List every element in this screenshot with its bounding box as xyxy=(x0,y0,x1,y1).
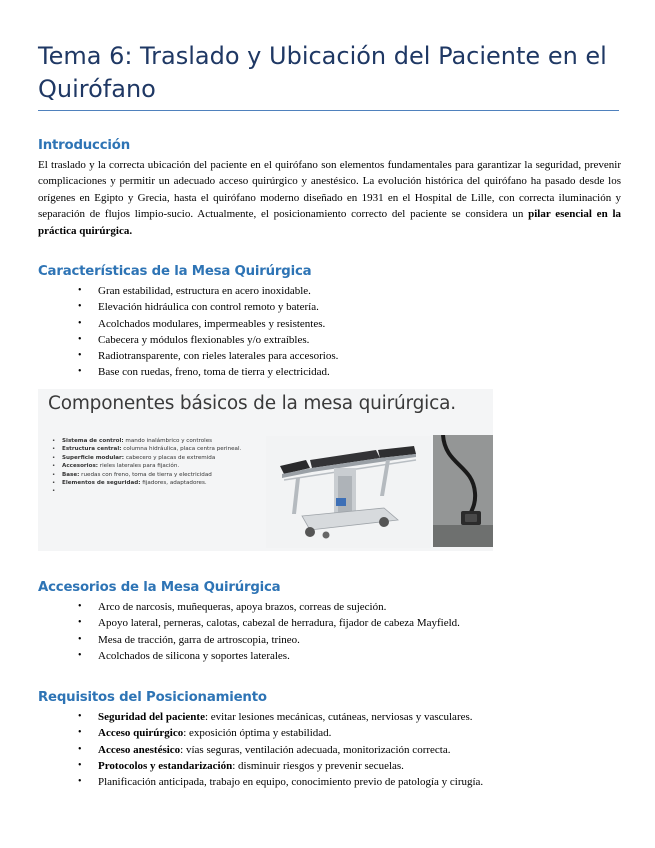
title-divider xyxy=(38,110,619,111)
bullet-icon: • xyxy=(78,727,82,739)
requisitos-list xyxy=(0,709,483,790)
list-item xyxy=(0,742,483,758)
figure-item-label: Sistema de control: xyxy=(62,438,124,444)
figure-list-item xyxy=(52,462,267,470)
list-item xyxy=(0,299,338,315)
list-item xyxy=(0,758,483,774)
intro-text: El traslado y la correcta ubicación del paciente en el quirófano son elementos fundamentales para garantizar la seguridad, prevenir complicaciones y permitir un adecuado acceso quirúrgico y anestésico. La evolución histórica del quirófano ha pasado desde los orígenes en Egipto y Grecia, hasta el quirófano moderno diseñado en 1931 en el Hospital de Lille, con correcta iluminación y separación de flujos limpio-sucio. Actualmente, el posicionamiento correcto del paciente se considera un xyxy=(38,159,621,221)
bullet-icon: • xyxy=(52,438,56,444)
list-item-label: Acceso quirúrgico xyxy=(98,727,184,740)
figure-item-text: mando inalámbrico y controles xyxy=(123,438,213,444)
figure-item-text: columna hidráulica, placa centra perineal. xyxy=(121,446,242,453)
bullet-icon: • xyxy=(52,480,56,487)
ground-cable-photo xyxy=(433,435,493,547)
list-item xyxy=(0,725,483,741)
bullet-icon: • xyxy=(78,759,82,771)
list-item-label: Acceso anestésico xyxy=(98,743,181,756)
bullet-icon: • xyxy=(52,463,56,470)
accesorios-list xyxy=(0,599,460,664)
list-item xyxy=(0,332,338,348)
list-item-label: Protocolos y estandarización xyxy=(98,759,233,772)
list-item-text: Planificación anticipada, trabajo en equipo, conocimiento previo de patología y cirugía. xyxy=(98,776,484,789)
list-item xyxy=(0,774,483,790)
list-item-text: Gran estabilidad, estructura en acero inoxidable. xyxy=(98,285,311,297)
list-item-text: Acolchados modulares, impermeables y resistentes. xyxy=(98,317,326,330)
components-figure xyxy=(38,389,493,551)
list-item xyxy=(0,316,338,332)
figure-item-label: Elementos de seguridad: xyxy=(62,480,141,487)
figure-item-text: fijadores, adaptadores. xyxy=(140,480,207,487)
list-item xyxy=(0,348,338,364)
figure-title: Componentes básicos de la mesa quirúrgica. xyxy=(48,393,456,414)
figure-item-text: rieles laterales para fijación. xyxy=(98,463,180,470)
list-item-text: Acolchados de silicona y soportes laterales. xyxy=(98,649,290,662)
page-title: Tema 6: Traslado y Ubicación del Paciente en el Quirófano xyxy=(38,42,607,103)
list-item-text: : vías seguras, ventilación adecuada, monitorización correcta. xyxy=(180,743,451,756)
figure-item-label: Superficie modular: xyxy=(62,454,125,461)
figure-item-text: ruedas con freno, toma de tierra y electricidad xyxy=(79,471,212,478)
section-heading-accesorios: Accesorios de la Mesa Quirúrgica xyxy=(38,580,281,595)
list-item-text: : evitar lesiones mecánicas, cutáneas, nerviosas y vasculares. xyxy=(204,711,473,723)
bullet-icon: • xyxy=(52,488,56,495)
figure-item-text: cabecero y placas de extremida xyxy=(124,454,216,461)
list-item xyxy=(0,364,338,380)
list-item-text: Arco de narcosis, muñequeras, apoya brazos, correas de sujeción. xyxy=(98,601,387,613)
bullet-icon: • xyxy=(52,446,56,453)
figure-component-list xyxy=(52,437,267,495)
list-item xyxy=(0,709,483,725)
list-item xyxy=(0,648,460,664)
figure-item-label: Estructura central: xyxy=(62,446,122,453)
bullet-icon: • xyxy=(78,633,82,645)
bullet-icon: • xyxy=(78,617,82,629)
list-item-text: Base con ruedas, freno, toma de tierra y electricidad. xyxy=(98,366,330,379)
bullet-icon: • xyxy=(78,711,82,722)
bullet-icon: • xyxy=(52,471,56,478)
operating-table-illustration xyxy=(266,436,431,548)
figure-list-item xyxy=(52,445,267,453)
caracteristicas-list xyxy=(0,283,338,381)
list-item-text: : exposición óptima y estabilidad. xyxy=(183,727,332,740)
figure-list-item xyxy=(52,471,267,479)
bullet-icon: • xyxy=(78,333,82,345)
figure-list-item xyxy=(52,437,267,445)
bullet-icon: • xyxy=(78,649,82,661)
section-heading-introduccion: Introducción xyxy=(38,138,130,153)
list-item-text: Elevación hidráulica con control remoto y batería. xyxy=(98,301,319,314)
list-item-text: : disminuir riesgos y prevenir secuelas. xyxy=(232,759,404,772)
intro-paragraph xyxy=(38,157,621,239)
bullet-icon: • xyxy=(78,285,82,296)
list-item-text: Radiotransparente, con rieles laterales para accesorios. xyxy=(98,350,339,363)
bullet-icon: • xyxy=(78,301,82,313)
list-item xyxy=(0,615,460,631)
section-heading-caracteristicas: Características de la Mesa Quirúrgica xyxy=(38,264,312,279)
bullet-icon: • xyxy=(78,366,82,378)
figure-item-label: Accesorios: xyxy=(62,463,99,470)
section-heading-requisitos: Requisitos del Posicionamiento xyxy=(38,690,267,705)
figure-list-item xyxy=(52,479,267,487)
bullet-icon: • xyxy=(52,454,56,461)
list-item-text: Apoyo lateral, perneras, calotas, cabezal de herradura, fijador de cabeza Mayfield. xyxy=(98,617,460,630)
list-item-text: Cabecera y módulos flexionables y/o extraíbles. xyxy=(98,333,310,346)
list-item xyxy=(0,599,460,615)
bullet-icon: • xyxy=(78,317,82,329)
bullet-icon: • xyxy=(78,350,82,362)
list-item xyxy=(0,283,338,299)
bullet-icon: • xyxy=(78,743,82,755)
bullet-icon: • xyxy=(78,601,82,612)
intro-emphasis: pilar esencial en la práctica quirúrgica. xyxy=(38,208,621,237)
figure-item-label: Base: xyxy=(62,471,80,478)
list-item xyxy=(0,632,460,648)
list-item-label: Seguridad del paciente xyxy=(98,711,205,723)
figure-list-item xyxy=(52,454,267,462)
list-item-text: Mesa de tracción, garra de artroscopia, trineo. xyxy=(98,633,300,646)
bullet-icon: • xyxy=(78,776,82,788)
